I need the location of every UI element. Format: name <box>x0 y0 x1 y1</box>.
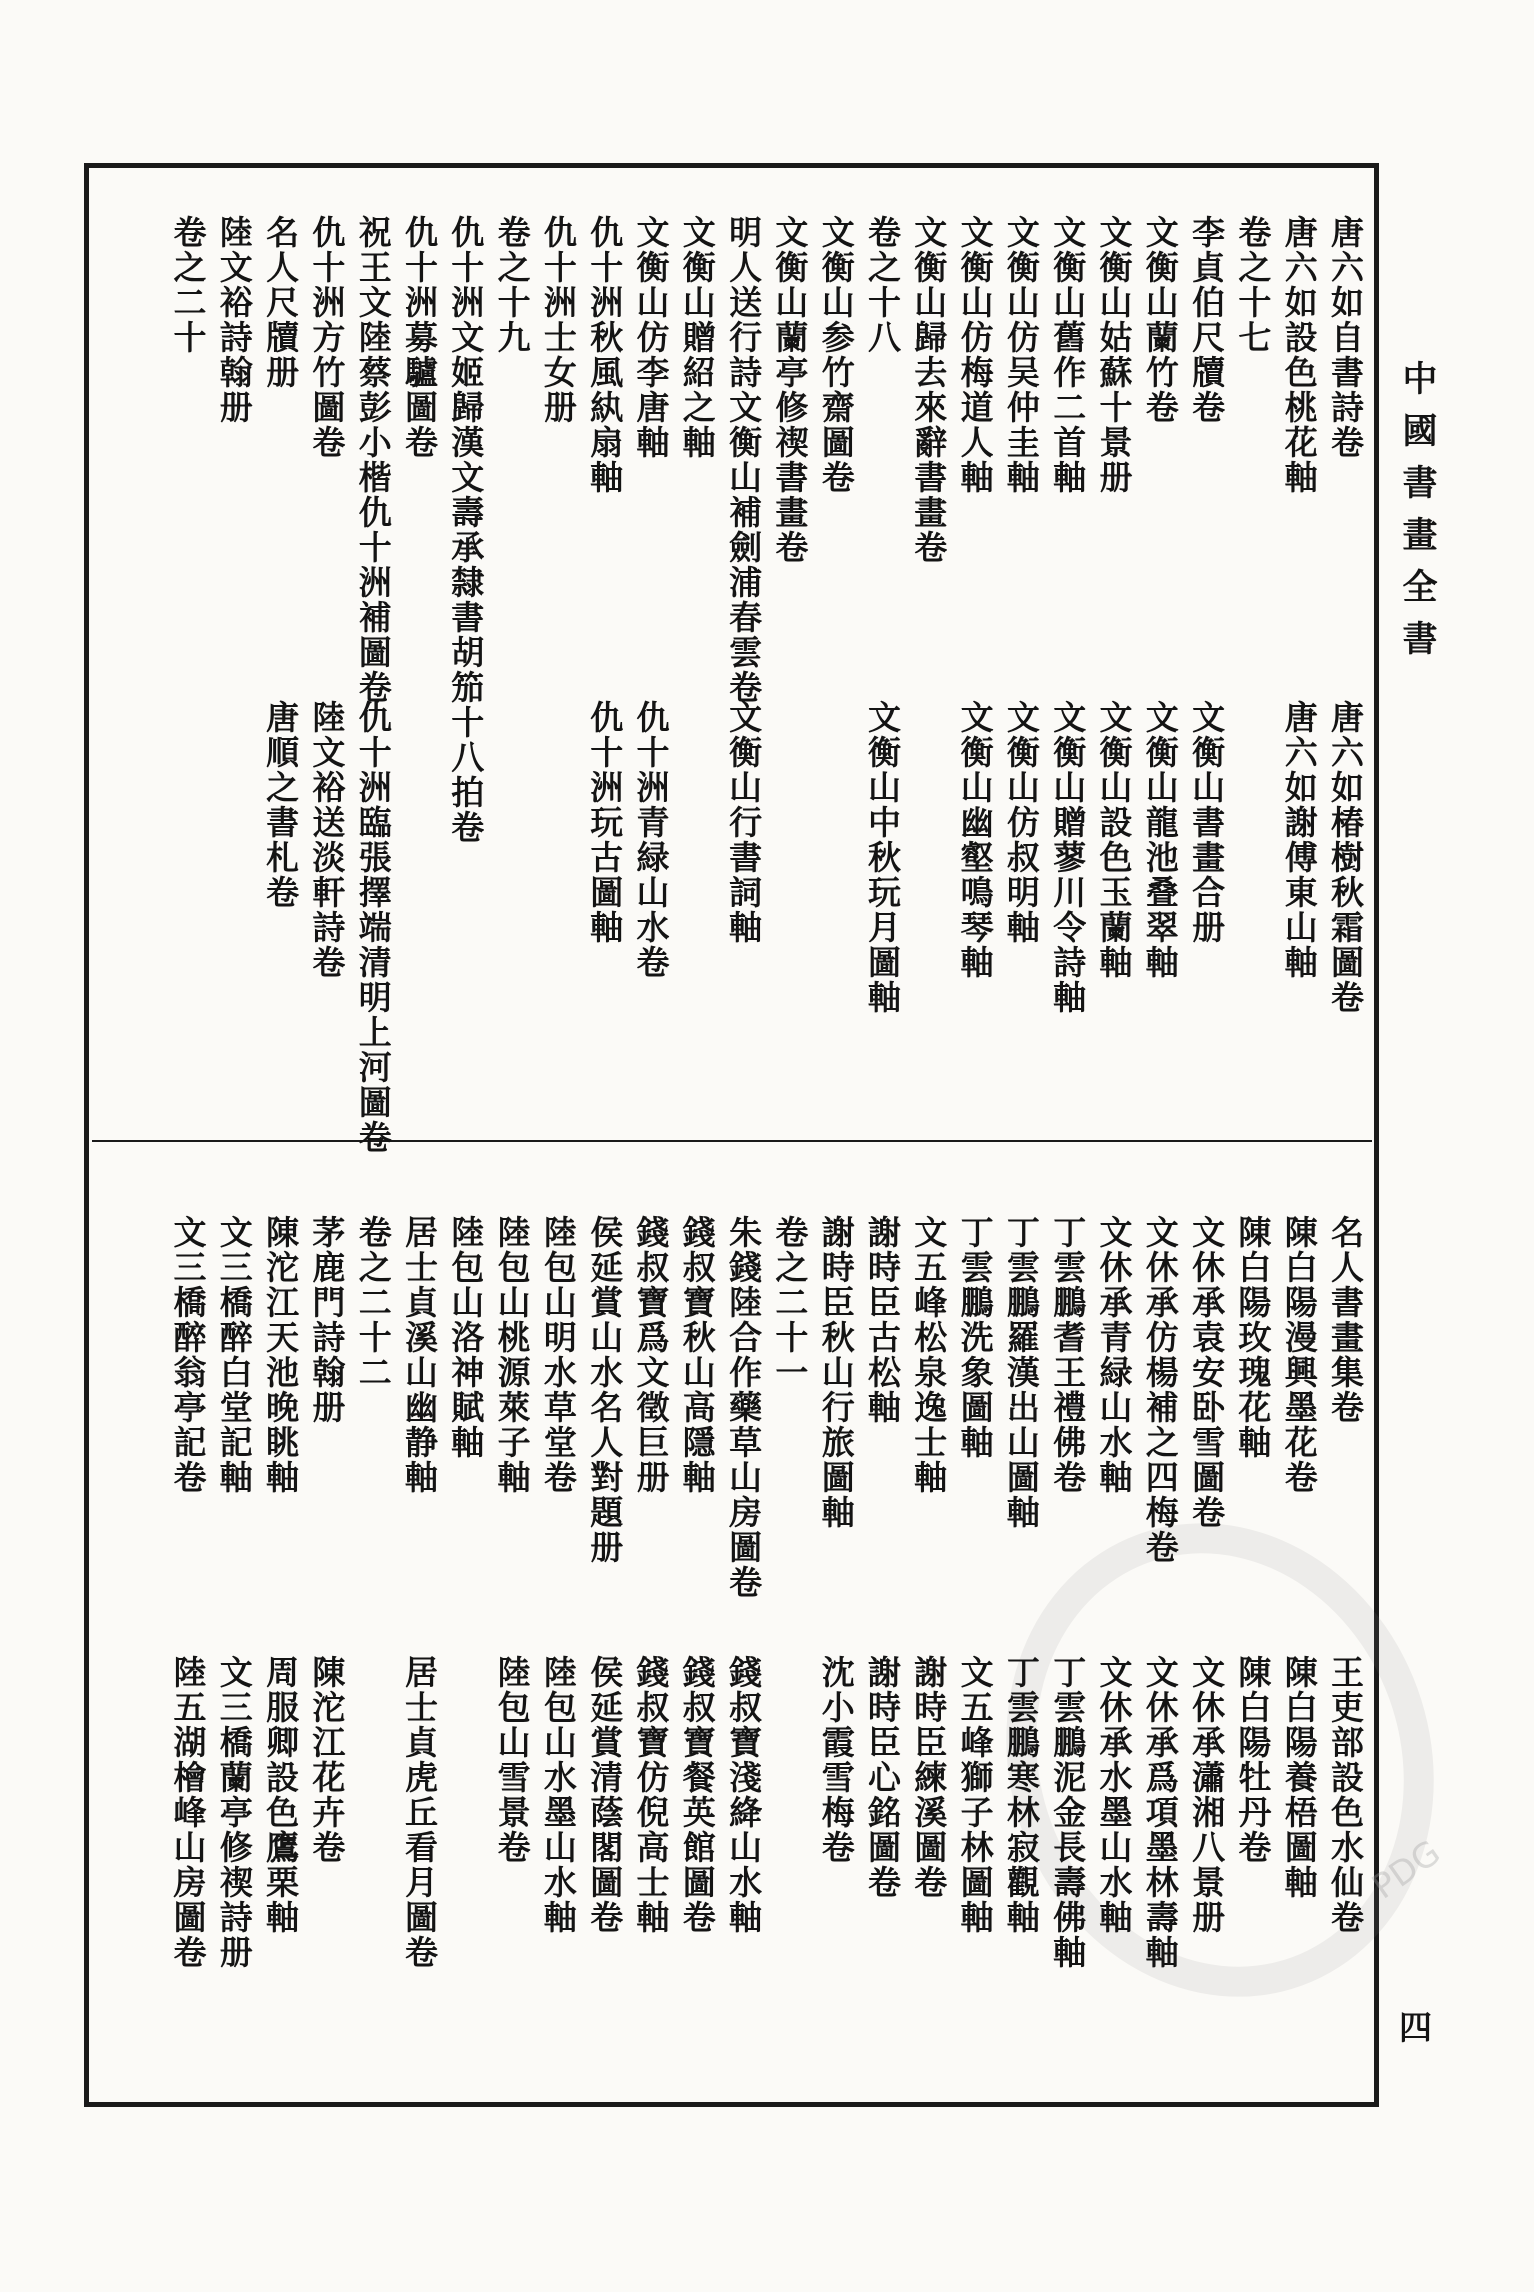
catalog-entry: 文衡山仿吴仲圭軸 <box>1001 215 1041 495</box>
catalog-entry: 文衡山書畫合册 <box>1187 700 1227 945</box>
catalog-entry: 卷之十七 <box>1233 215 1273 355</box>
catalog-entry: 卷之二十二 <box>353 1215 393 1390</box>
catalog-entry: 文衡山中秋玩月圖軸 <box>863 700 902 1015</box>
catalog-entry: 卷之二十 <box>168 215 208 355</box>
catalog-entry: 陸包山洛神賦軸 <box>446 1215 486 1460</box>
catalog-entry: 仇十洲士女册 <box>538 215 578 425</box>
catalog-entry: 丁雲鵬羅漢出山圖軸 <box>1001 1215 1041 1530</box>
catalog-entry: 陳白陽牡丹卷 <box>1233 1655 1273 1865</box>
catalog-entry: 仇十洲募驢圖卷 <box>400 215 439 460</box>
catalog-entry: 文三橋醉翁亭記卷 <box>168 1215 208 1495</box>
catalog-entry: 錢叔寶淺絳山水軸 <box>724 1655 764 1935</box>
catalog-entry: 陳白陽漫興墨花卷 <box>1279 1215 1319 1495</box>
catalog-entry: 陳白陽養梧圖軸 <box>1279 1655 1319 1900</box>
catalog-entry: 唐六如椿樹秋霜圖卷 <box>1326 700 1365 1015</box>
catalog-entry: 陸五湖檜峰山房圖卷 <box>168 1655 208 1970</box>
catalog-entry: 文衡山姑蘇十景册 <box>1094 215 1134 495</box>
catalog-entry: 謝時臣古松軸 <box>863 1215 902 1425</box>
catalog-entry: 文五峰松泉逸士軸 <box>909 1215 949 1495</box>
catalog-entry: 丁雲鵬耆王禮佛卷 <box>1048 1215 1088 1495</box>
catalog-entry: 仇十洲玩古圖軸 <box>585 700 625 945</box>
catalog-entry: 文休承青緑山水軸 <box>1094 1215 1134 1495</box>
catalog-entry: 文衡山蘭竹卷 <box>1140 215 1180 425</box>
catalog-entry: 侯延賞清蔭閣圖卷 <box>585 1655 625 1935</box>
catalog-entry: 王吏部設色水仙卷 <box>1326 1655 1365 1935</box>
catalog-entry: 陸文裕送淡軒詩卷 <box>307 700 347 980</box>
catalog-entry: 侯延賞山水名人對題册 <box>585 1215 625 1565</box>
catalog-entry: 文衡山贈紹之軸 <box>677 215 717 460</box>
catalog-entry: 陸包山明水草堂卷 <box>538 1215 578 1495</box>
catalog-entry: 文休承仿楊補之四梅卷 <box>1140 1215 1180 1565</box>
catalog-entry: 唐順之書札卷 <box>261 700 301 910</box>
catalog-entry: 文三橋蘭亭修禊詩册 <box>214 1655 254 1970</box>
catalog-entry: 仇十洲青緑山水卷 <box>631 700 671 980</box>
catalog-entry: 陸包山雪景卷 <box>492 1655 532 1865</box>
catalog-entry: 祝王文陸蔡彭小楷仇十洲補圖卷 <box>353 215 393 705</box>
catalog-entry: 文衡山歸去來辭書畫卷 <box>909 215 949 565</box>
catalog-entry: 丁雲鵬洗象圖軸 <box>955 1215 995 1460</box>
catalog-entry: 錢叔寶爲文徵巨册 <box>631 1215 671 1495</box>
catalog-entry: 陸包山水墨山水軸 <box>538 1655 578 1935</box>
catalog-entry: 文衡山蘭亭修禊書畫卷 <box>770 215 810 565</box>
catalog-entry: 文衡山龍池叠翠軸 <box>1140 700 1180 980</box>
section-divider <box>92 1140 1372 1142</box>
page-number: 四 <box>1399 2008 1432 2047</box>
catalog-entry: 文衡山贈蓼川令詩軸 <box>1048 700 1088 1015</box>
catalog-entry: 卷之二十一 <box>770 1215 810 1390</box>
catalog-entry: 陳沱江天池晚眺軸 <box>261 1215 301 1495</box>
catalog-entry: 名人書畫集卷 <box>1326 1215 1365 1425</box>
catalog-entry: 文衡山舊作二首軸 <box>1048 215 1088 495</box>
catalog-entry: 錢叔寶仿倪高士軸 <box>631 1655 671 1935</box>
catalog-entry: 文休承水墨山水軸 <box>1094 1655 1134 1935</box>
catalog-entry: 朱錢陸合作藥草山房圖卷 <box>724 1215 764 1600</box>
catalog-entry: 仇十洲秋風紈扇軸 <box>585 215 625 495</box>
catalog-entry: 名人尺牘册 <box>261 215 301 390</box>
catalog-entry: 文五峰獅子林圖軸 <box>955 1655 995 1935</box>
catalog-entry: 文衡山仿李唐軸 <box>631 215 671 460</box>
catalog-entry: 唐六如設色桃花軸 <box>1279 215 1319 495</box>
catalog-entry: 錢叔寶秋山高隱軸 <box>677 1215 717 1495</box>
catalog-entry: 謝時臣心銘圖卷 <box>863 1655 902 1900</box>
catalog-entry: 仇十洲方竹圖卷 <box>307 215 347 460</box>
catalog-entry: 文衡山設色玉蘭軸 <box>1094 700 1134 980</box>
watermark-label: PDG <box>1365 1832 1448 1908</box>
catalog-entry: 文衡山行書詞軸 <box>724 700 764 945</box>
catalog-entry: 錢叔寶餐英館圖卷 <box>677 1655 717 1935</box>
catalog-entry: 沈小霞雪梅卷 <box>816 1655 856 1865</box>
catalog-entry: 周服卿設色鷹栗軸 <box>261 1655 301 1935</box>
catalog-entry: 陳沱江花卉卷 <box>307 1655 347 1865</box>
catalog-entry: 文衡山仿叔明軸 <box>1001 700 1041 945</box>
catalog-entry: 文休承袁安卧雪圖卷 <box>1187 1215 1227 1530</box>
catalog-entry: 陳白陽玫瑰花軸 <box>1233 1215 1273 1460</box>
catalog-entry: 明人送行詩文衡山補劍浦春雲卷 <box>724 215 764 705</box>
catalog-entry: 居士貞虎丘看月圖卷 <box>400 1655 439 1970</box>
catalog-entry: 居士貞溪山幽静軸 <box>400 1215 439 1495</box>
catalog-entry: 仇十洲臨張擇端清明上河圖卷 <box>353 700 393 1155</box>
catalog-entry: 卷之十八 <box>863 215 902 355</box>
catalog-entry: 陸包山桃源萊子軸 <box>492 1215 532 1495</box>
catalog-entry: 文休承爲項墨林壽軸 <box>1140 1655 1180 1970</box>
catalog-entry: 唐六如謝傅東山軸 <box>1279 700 1319 980</box>
catalog-entry: 仇十洲文姬歸漢文壽承隸書胡笳十八拍卷 <box>446 215 486 845</box>
catalog-entry: 李貞伯尺牘卷 <box>1187 215 1227 425</box>
catalog-entry: 陸文裕詩翰册 <box>214 215 254 425</box>
catalog-entry: 文衡山参竹齋圖卷 <box>816 215 856 495</box>
catalog-entry: 文衡山仿梅道人軸 <box>955 215 995 495</box>
catalog-entry: 唐六如自書詩卷 <box>1326 215 1365 460</box>
catalog-entry: 卷之十九 <box>492 215 532 355</box>
page-title: 中國書畫全書 <box>1397 360 1438 672</box>
catalog-entry: 謝時臣秋山行旅圖軸 <box>816 1215 856 1530</box>
catalog-entry: 茅鹿門詩翰册 <box>307 1215 347 1425</box>
catalog-entry: 丁雲鵬泥金長壽佛軸 <box>1048 1655 1088 1970</box>
catalog-entry: 文三橋醉白堂記軸 <box>214 1215 254 1495</box>
catalog-entry: 文衡山幽壑鳴琴軸 <box>955 700 995 980</box>
catalog-entry: 謝時臣練溪圖卷 <box>909 1655 949 1900</box>
catalog-entry: 丁雲鵬寒林寂觀軸 <box>1001 1655 1041 1935</box>
catalog-entry: 文休承瀟湘八景册 <box>1187 1655 1227 1935</box>
